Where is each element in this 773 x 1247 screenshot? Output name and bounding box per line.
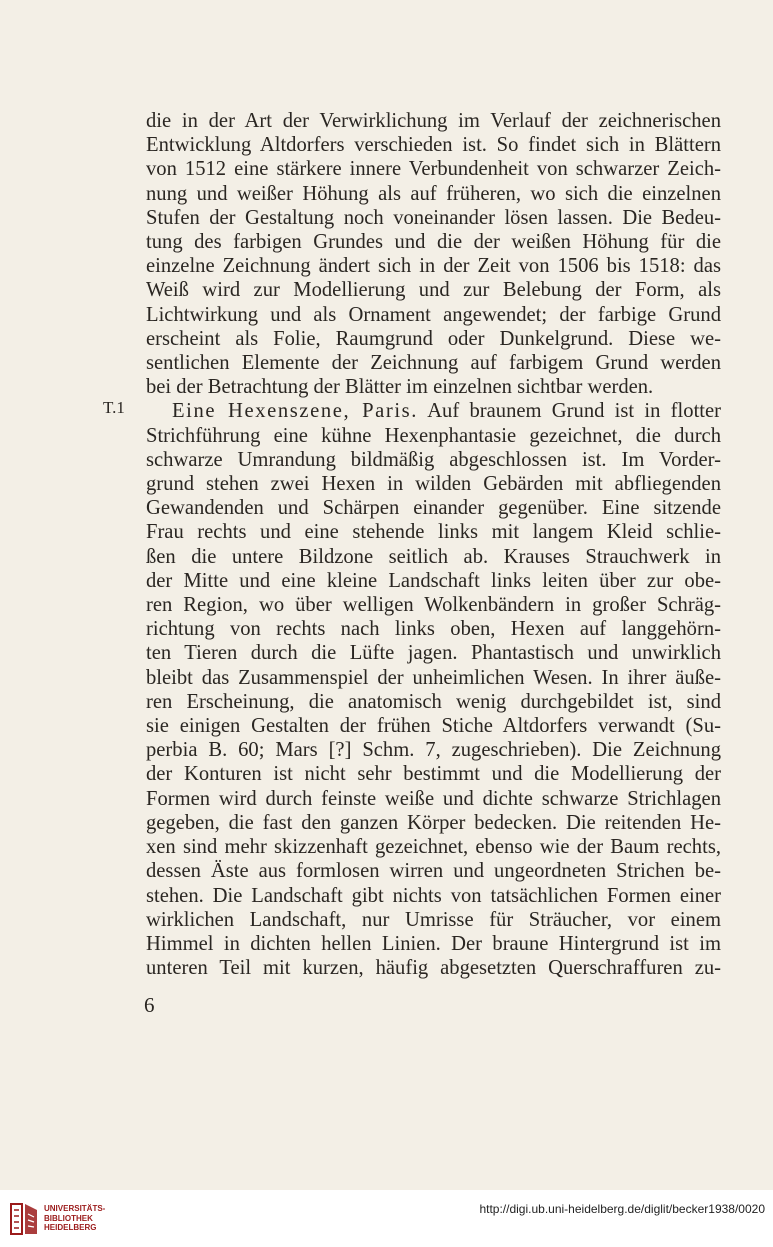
- margin-reference: T.1: [103, 398, 125, 417]
- text-line: bei der Betrachtung der Blätter im einzelnen sichtbar werden.: [146, 376, 654, 399]
- library-name: [44, 1204, 105, 1233]
- text-line: Weiß wird zur Modellierung und zur Belebung der Form, als: [146, 279, 721, 302]
- text-line: Formen wird durch feinste weiße und dichte schwarze Strichlagen: [146, 787, 721, 810]
- text-line: Auf braunem Grund ist in flotter: [427, 400, 722, 423]
- text-line: der Mitte und eine kleine Landschaft links leiten über zur obe-: [146, 569, 721, 592]
- text-line: erscheint als Folie, Raumgrund oder Dunkelgrund. Diese we-: [146, 327, 721, 350]
- library-logo-icon: [8, 1200, 40, 1238]
- library-name-line: BIBLIOTHEK: [44, 1213, 93, 1223]
- text-line: perbia B. 60; Mars [?] Schm. 7, zugeschrieben). Die Zeichnung: [146, 739, 721, 762]
- text-line: ren Region, wo über welligen Wolkenbändern in großer Schräg-: [146, 594, 721, 617]
- text-line: der Konturen ist nicht sehr bestimmt und die Modellierung der: [146, 763, 721, 786]
- text-line: Entwicklung Altdorfers verschieden ist. So findet sich in Blättern: [146, 134, 721, 157]
- text-line: wirklichen Landschaft, nur Umrisse für Sträucher, vor einem: [146, 908, 721, 931]
- library-name-line: UNIVERSITÄTS-: [44, 1204, 106, 1213]
- text-line: bleibt das Zusammenspiel der unheimlichen Wesen. In ihrer äuße-: [146, 666, 721, 689]
- text-line: einzelne Zeichnung ändert sich in der Zeit von 1506 bis 1518: das: [146, 255, 721, 278]
- library-name-line: HEIDELBERG: [44, 1223, 97, 1232]
- text-line: von 1512 eine stärkere innere Verbundenheit von schwarzer Zeich-: [146, 158, 721, 181]
- text-line: xen sind mehr skizzenhaft gezeichnet, ebenso wie der Baum rechts,: [146, 836, 721, 859]
- text-line: ren Erscheinung, die anatomisch wenig durchgebildet ist, sind: [146, 690, 721, 713]
- text-line: stehen. Die Landschaft gibt nichts von tatsächlichen Formen einer: [146, 884, 721, 907]
- footer-bar: [0, 1190, 773, 1247]
- text-line: grund stehen zwei Hexen in wilden Gebärden mit abfliegenden: [146, 473, 721, 496]
- text-line: richtung von rechts nach links oben, Hexen auf langgehörn-: [146, 618, 721, 641]
- text-line: sie einigen Gestalten der frühen Stiche Altdorfers verwandt (Su-: [146, 715, 721, 738]
- source-url-link[interactable]: http://digi.ub.uni-heidelberg.de/diglit/becker1938/0020: [479, 1202, 765, 1216]
- entry-title: Eine Hexenszene, Paris.: [172, 400, 419, 423]
- body-text: [146, 109, 721, 980]
- text-line: ten Tieren durch die Lüfte jagen. Phantastisch und unwirklich: [146, 642, 721, 665]
- text-line: gegeben, die fast den ganzen Körper bedecken. Die reitenden He-: [146, 811, 721, 834]
- text-line: ßen die untere Bildzone seitlich ab. Krauses Strauchwerk in: [146, 545, 721, 568]
- text-line: nung und weißer Höhung als auf früheren, wo sich die einzelnen: [146, 182, 721, 205]
- text-line: unteren Teil mit kurzen, häufig abgesetzten Querschraffuren zu-: [146, 957, 721, 980]
- text-line: Strichführung eine kühne Hexenphantasie gezeichnet, die durch: [146, 424, 721, 447]
- text-line: die in der Art der Verwirklichung im Verlauf der zeichnerischen: [146, 110, 721, 132]
- page-number: 6: [144, 993, 155, 1017]
- text-line: Himmel in dichten hellen Linien. Der braune Hintergrund ist im: [146, 932, 721, 955]
- entry-first-line: [146, 399, 721, 423]
- text-line: Lichtwirkung und als Ornament angewendet; der farbige Grund: [146, 303, 721, 326]
- text-line: tung des farbigen Grundes und die der weißen Höhung für die: [146, 231, 721, 254]
- text-line: schwarze Umrandung bildmäßig abgeschlossen ist. Im Vorder-: [146, 448, 721, 471]
- text-line: Stufen der Gestaltung noch voneinander lösen lassen. Die Bedeu-: [146, 206, 721, 229]
- text-line: sentlichen Elemente der Zeichnung auf farbigem Grund werden: [146, 352, 721, 375]
- text-line: Gewandenden und Schärpen einander gegenüber. Eine sitzende: [146, 497, 721, 520]
- text-line: Frau rechts und eine stehende links mit langem Kleid schlie-: [146, 521, 721, 544]
- text-line: dessen Äste aus formlosen wirren und ungeordneten Strichen be-: [146, 860, 721, 883]
